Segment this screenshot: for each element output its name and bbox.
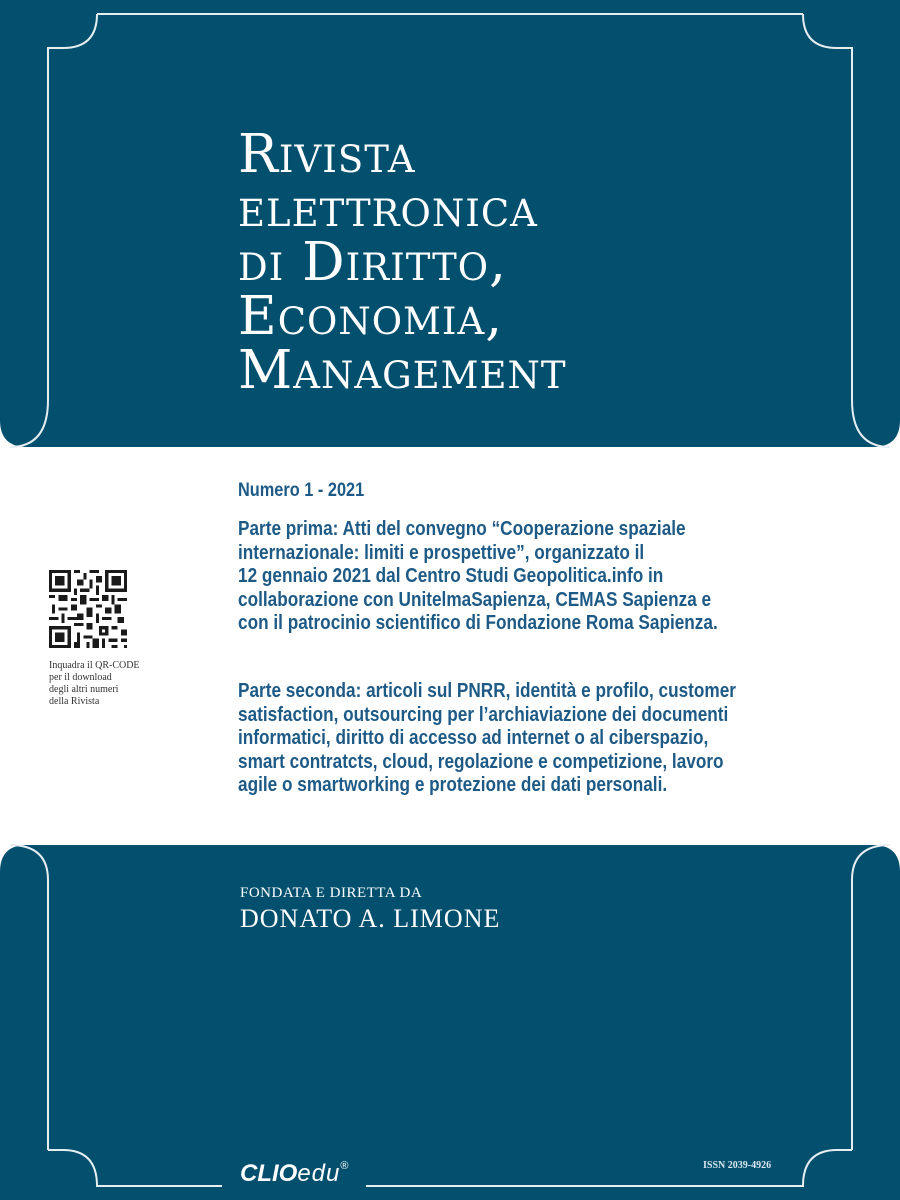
text-line: smart contratcts, cloud, regolazione e competizione, lavoro xyxy=(238,750,724,773)
title-line: elettronica xyxy=(238,178,538,239)
title-line: di Diritto, xyxy=(238,232,507,293)
text-line: agile o smartworking e protezione dei dati personali. xyxy=(238,774,668,796)
publisher-logo-part: edu xyxy=(297,1160,341,1187)
text-line: Parte prima: Atti del convegno “Cooperazione spaziale xyxy=(238,518,686,540)
caption-line: per il download xyxy=(49,672,112,683)
text-line: Parte seconda: articoli sul PNRR, identità e profilo, customer xyxy=(238,680,736,702)
qr-code-icon[interactable] xyxy=(49,570,127,648)
publisher-logo-part: CLIO xyxy=(240,1160,298,1187)
registered-mark: ® xyxy=(340,1160,349,1172)
text-line: satisfaction, outsourcing per l’archiaviazione dei documenti xyxy=(238,703,729,726)
caption-line: degli altri numeri xyxy=(49,684,119,695)
qr-caption xyxy=(49,660,159,708)
title-line: Economia, xyxy=(238,286,504,347)
founded-label: FONDATA E DIRETTA DA xyxy=(240,885,423,901)
text-line: con il patrocinio scientifico di Fondazione Roma Sapienza. xyxy=(238,612,718,634)
publisher-logo xyxy=(240,1160,348,1188)
text-line: internazionale: limiti e prospettive”, organizzato il xyxy=(238,541,645,564)
text-line: 12 gennaio 2021 dal Centro Studi Geopolitica.info in xyxy=(238,565,664,587)
text-line: informatici, diritto di accesso ad internet o al ciberspazio, xyxy=(238,727,709,749)
title-line: Rivista xyxy=(238,124,416,185)
issn: ISSN 2039-4926 xyxy=(703,1160,772,1171)
director-name: DONATO A. LIMONE xyxy=(240,904,501,933)
journal-title xyxy=(238,124,878,401)
part-one-description xyxy=(238,518,840,636)
bottom-band xyxy=(0,845,900,1200)
issue-number: Numero 1 - 2021 xyxy=(238,480,365,501)
caption-line: Inquadra il QR-CODE xyxy=(49,660,140,671)
caption-line: della Rivista xyxy=(49,696,100,707)
part-two-description xyxy=(238,680,840,798)
title-line: Management xyxy=(238,340,567,401)
text-line: collaborazione con UnitelmaSapienza, CEMAS Sapienza e xyxy=(238,588,712,611)
